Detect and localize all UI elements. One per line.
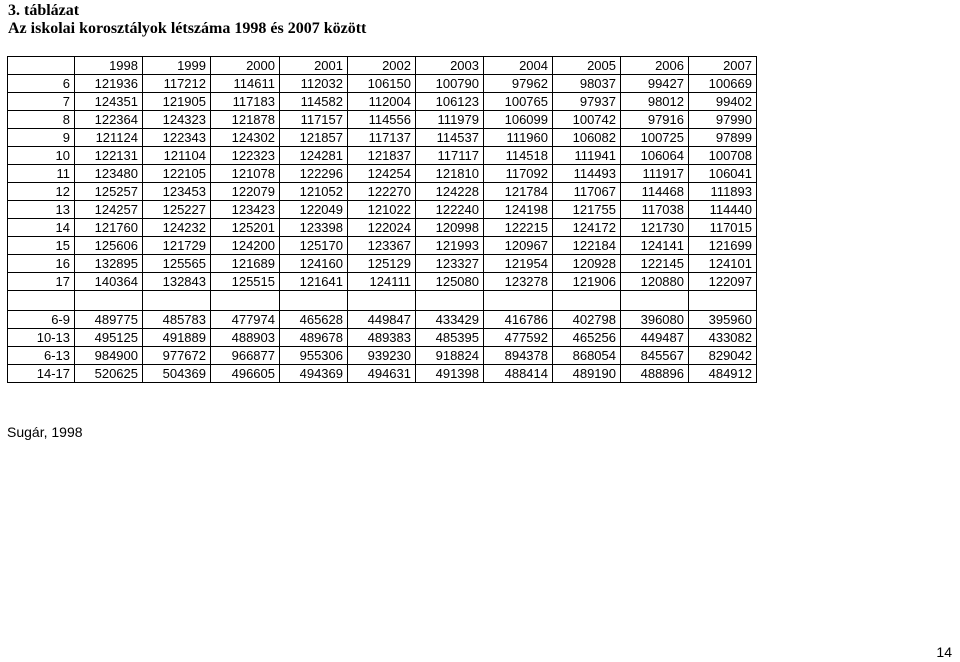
value-cell: 100669 xyxy=(689,75,757,93)
value-cell: 465256 xyxy=(553,329,621,347)
value-cell: 124160 xyxy=(280,255,348,273)
value-cell: 124200 xyxy=(211,237,280,255)
value-cell: 99427 xyxy=(621,75,689,93)
value-cell: 122323 xyxy=(211,147,280,165)
value-cell: 124172 xyxy=(553,219,621,237)
row-label-cell: 10 xyxy=(8,147,75,165)
value-cell: 121104 xyxy=(143,147,211,165)
row-label-cell: 6-9 xyxy=(8,311,75,329)
value-cell: 117015 xyxy=(689,219,757,237)
value-cell: 106064 xyxy=(621,147,689,165)
value-cell: 491889 xyxy=(143,329,211,347)
value-cell: 123453 xyxy=(143,183,211,201)
value-cell: 114537 xyxy=(416,129,484,147)
value-cell: 491398 xyxy=(416,365,484,383)
value-cell: 121936 xyxy=(75,75,143,93)
value-cell: 121857 xyxy=(280,129,348,147)
value-cell: 117157 xyxy=(280,111,348,129)
value-cell: 97899 xyxy=(689,129,757,147)
value-cell: 124302 xyxy=(211,129,280,147)
table-header-row xyxy=(8,57,757,75)
header-year-cell: 2001 xyxy=(280,57,348,75)
value-cell: 132843 xyxy=(143,273,211,291)
value-cell: 121810 xyxy=(416,165,484,183)
value-cell: 485395 xyxy=(416,329,484,347)
row-label-cell: 14 xyxy=(8,219,75,237)
value-cell: 504369 xyxy=(143,365,211,383)
row-label-cell: 9 xyxy=(8,129,75,147)
value-cell: 121641 xyxy=(280,273,348,291)
value-cell: 121052 xyxy=(280,183,348,201)
value-cell: 416786 xyxy=(484,311,553,329)
value-cell: 122024 xyxy=(348,219,416,237)
value-cell: 106082 xyxy=(553,129,621,147)
empty-cell xyxy=(211,291,280,311)
value-cell: 100742 xyxy=(553,111,621,129)
value-cell: 120967 xyxy=(484,237,553,255)
value-cell: 433429 xyxy=(416,311,484,329)
value-cell: 121878 xyxy=(211,111,280,129)
value-cell: 112032 xyxy=(280,75,348,93)
value-cell: 97916 xyxy=(621,111,689,129)
value-cell: 124198 xyxy=(484,201,553,219)
header-year-cell: 2003 xyxy=(416,57,484,75)
empty-cell xyxy=(143,291,211,311)
value-cell: 117137 xyxy=(348,129,416,147)
table-row xyxy=(8,237,757,255)
header-year-cell: 2005 xyxy=(553,57,621,75)
value-cell: 984900 xyxy=(75,347,143,365)
table-row xyxy=(8,147,757,165)
table-row xyxy=(8,347,757,365)
value-cell: 121699 xyxy=(689,237,757,255)
value-cell: 114556 xyxy=(348,111,416,129)
header-year-cell: 1999 xyxy=(143,57,211,75)
value-cell: 121689 xyxy=(211,255,280,273)
value-cell: 485783 xyxy=(143,311,211,329)
value-cell: 111893 xyxy=(689,183,757,201)
value-cell: 121837 xyxy=(348,147,416,165)
row-label-cell: 12 xyxy=(8,183,75,201)
value-cell: 123327 xyxy=(416,255,484,273)
value-cell: 100725 xyxy=(621,129,689,147)
table-row xyxy=(8,311,757,329)
value-cell: 100790 xyxy=(416,75,484,93)
value-cell: 117092 xyxy=(484,165,553,183)
value-cell: 106099 xyxy=(484,111,553,129)
value-cell: 488896 xyxy=(621,365,689,383)
header-year-cell: 2002 xyxy=(348,57,416,75)
value-cell: 121078 xyxy=(211,165,280,183)
value-cell: 121954 xyxy=(484,255,553,273)
row-label-cell: 11 xyxy=(8,165,75,183)
empty-cell xyxy=(689,291,757,311)
value-cell: 97937 xyxy=(553,93,621,111)
table-number-heading: 3. táblázat xyxy=(8,2,80,19)
table-row xyxy=(8,365,757,383)
value-cell: 125515 xyxy=(211,273,280,291)
value-cell: 121730 xyxy=(621,219,689,237)
value-cell: 123423 xyxy=(211,201,280,219)
value-cell: 494631 xyxy=(348,365,416,383)
value-cell: 125080 xyxy=(416,273,484,291)
row-label-cell: 15 xyxy=(8,237,75,255)
value-cell: 977672 xyxy=(143,347,211,365)
value-cell: 845567 xyxy=(621,347,689,365)
value-cell: 894378 xyxy=(484,347,553,365)
value-cell: 122296 xyxy=(280,165,348,183)
value-cell: 520625 xyxy=(75,365,143,383)
header-blank-cell xyxy=(8,57,75,75)
row-label-cell: 6 xyxy=(8,75,75,93)
value-cell: 106041 xyxy=(689,165,757,183)
value-cell: 122131 xyxy=(75,147,143,165)
empty-cell xyxy=(75,291,143,311)
value-cell: 111960 xyxy=(484,129,553,147)
value-cell: 477592 xyxy=(484,329,553,347)
value-cell: 124141 xyxy=(621,237,689,255)
value-cell: 106150 xyxy=(348,75,416,93)
value-cell: 125257 xyxy=(75,183,143,201)
value-cell: 122097 xyxy=(689,273,757,291)
value-cell: 124257 xyxy=(75,201,143,219)
value-cell: 122364 xyxy=(75,111,143,129)
table-row xyxy=(8,129,757,147)
value-cell: 121760 xyxy=(75,219,143,237)
value-cell: 121022 xyxy=(348,201,416,219)
value-cell: 106123 xyxy=(416,93,484,111)
header-year-cell: 2000 xyxy=(211,57,280,75)
value-cell: 122105 xyxy=(143,165,211,183)
value-cell: 496605 xyxy=(211,365,280,383)
value-cell: 112004 xyxy=(348,93,416,111)
value-cell: 111979 xyxy=(416,111,484,129)
value-cell: 114582 xyxy=(280,93,348,111)
empty-cell xyxy=(416,291,484,311)
table-title-heading: Az iskolai korosztályok létszáma 1998 és 2007 között xyxy=(8,20,367,37)
value-cell: 114468 xyxy=(621,183,689,201)
empty-cell xyxy=(621,291,689,311)
source-note: Sugár, 1998 xyxy=(7,424,83,440)
value-cell: 123278 xyxy=(484,273,553,291)
value-cell: 433082 xyxy=(689,329,757,347)
table-row xyxy=(8,93,757,111)
table-row xyxy=(8,111,757,129)
value-cell: 140364 xyxy=(75,273,143,291)
value-cell: 489190 xyxy=(553,365,621,383)
value-cell: 114518 xyxy=(484,147,553,165)
value-cell: 114440 xyxy=(689,201,757,219)
value-cell: 122215 xyxy=(484,219,553,237)
value-cell: 918824 xyxy=(416,347,484,365)
value-cell: 124111 xyxy=(348,273,416,291)
value-cell: 484912 xyxy=(689,365,757,383)
empty-cell xyxy=(280,291,348,311)
table-row xyxy=(8,219,757,237)
value-cell: 489383 xyxy=(348,329,416,347)
table-row xyxy=(8,165,757,183)
value-cell: 122270 xyxy=(348,183,416,201)
value-cell: 465628 xyxy=(280,311,348,329)
value-cell: 122240 xyxy=(416,201,484,219)
table-row xyxy=(8,183,757,201)
value-cell: 117067 xyxy=(553,183,621,201)
row-label-cell: 8 xyxy=(8,111,75,129)
value-cell: 114493 xyxy=(553,165,621,183)
table-row xyxy=(8,201,757,219)
row-label-cell: 7 xyxy=(8,93,75,111)
value-cell: 121784 xyxy=(484,183,553,201)
header-year-cell: 2004 xyxy=(484,57,553,75)
table-row xyxy=(8,75,757,93)
value-cell: 124254 xyxy=(348,165,416,183)
table-row xyxy=(8,255,757,273)
value-cell: 117183 xyxy=(211,93,280,111)
value-cell: 124101 xyxy=(689,255,757,273)
value-cell: 98037 xyxy=(553,75,621,93)
value-cell: 396080 xyxy=(621,311,689,329)
value-cell: 488903 xyxy=(211,329,280,347)
value-cell: 124323 xyxy=(143,111,211,129)
value-cell: 395960 xyxy=(689,311,757,329)
empty-cell xyxy=(8,291,75,311)
value-cell: 488414 xyxy=(484,365,553,383)
table-row xyxy=(8,329,757,347)
row-label-cell: 17 xyxy=(8,273,75,291)
value-cell: 495125 xyxy=(75,329,143,347)
value-cell: 123398 xyxy=(280,219,348,237)
value-cell: 120928 xyxy=(553,255,621,273)
empty-cell xyxy=(348,291,416,311)
value-cell: 124351 xyxy=(75,93,143,111)
value-cell: 489678 xyxy=(280,329,348,347)
empty-cell xyxy=(553,291,621,311)
value-cell: 121124 xyxy=(75,129,143,147)
value-cell: 123480 xyxy=(75,165,143,183)
value-cell: 494369 xyxy=(280,365,348,383)
value-cell: 122079 xyxy=(211,183,280,201)
value-cell: 97962 xyxy=(484,75,553,93)
value-cell: 125565 xyxy=(143,255,211,273)
row-label-cell: 6-13 xyxy=(8,347,75,365)
table-spacer-row xyxy=(8,291,757,311)
value-cell: 100765 xyxy=(484,93,553,111)
value-cell: 124281 xyxy=(280,147,348,165)
value-cell: 125170 xyxy=(280,237,348,255)
value-cell: 477974 xyxy=(211,311,280,329)
value-cell: 117117 xyxy=(416,147,484,165)
value-cell: 123367 xyxy=(348,237,416,255)
value-cell: 121755 xyxy=(553,201,621,219)
value-cell: 121729 xyxy=(143,237,211,255)
value-cell: 120998 xyxy=(416,219,484,237)
row-label-cell: 16 xyxy=(8,255,75,273)
value-cell: 402798 xyxy=(553,311,621,329)
row-label-cell: 10-13 xyxy=(8,329,75,347)
value-cell: 120880 xyxy=(621,273,689,291)
value-cell: 829042 xyxy=(689,347,757,365)
value-cell: 121993 xyxy=(416,237,484,255)
value-cell: 111941 xyxy=(553,147,621,165)
value-cell: 99402 xyxy=(689,93,757,111)
value-cell: 125227 xyxy=(143,201,211,219)
value-cell: 122049 xyxy=(280,201,348,219)
value-cell: 122145 xyxy=(621,255,689,273)
value-cell: 132895 xyxy=(75,255,143,273)
value-cell: 98012 xyxy=(621,93,689,111)
value-cell: 97990 xyxy=(689,111,757,129)
page-number: 14 xyxy=(936,644,952,660)
row-label-cell: 13 xyxy=(8,201,75,219)
value-cell: 122184 xyxy=(553,237,621,255)
empty-cell xyxy=(484,291,553,311)
value-cell: 124232 xyxy=(143,219,211,237)
enrollment-table xyxy=(7,56,757,383)
value-cell: 111917 xyxy=(621,165,689,183)
value-cell: 124228 xyxy=(416,183,484,201)
table-row xyxy=(8,273,757,291)
value-cell: 966877 xyxy=(211,347,280,365)
value-cell: 125129 xyxy=(348,255,416,273)
value-cell: 449487 xyxy=(621,329,689,347)
header-year-cell: 2007 xyxy=(689,57,757,75)
value-cell: 868054 xyxy=(553,347,621,365)
value-cell: 939230 xyxy=(348,347,416,365)
header-year-cell: 1998 xyxy=(75,57,143,75)
value-cell: 114611 xyxy=(211,75,280,93)
value-cell: 125201 xyxy=(211,219,280,237)
value-cell: 117038 xyxy=(621,201,689,219)
value-cell: 125606 xyxy=(75,237,143,255)
value-cell: 955306 xyxy=(280,347,348,365)
value-cell: 100708 xyxy=(689,147,757,165)
value-cell: 121905 xyxy=(143,93,211,111)
value-cell: 117212 xyxy=(143,75,211,93)
value-cell: 449847 xyxy=(348,311,416,329)
value-cell: 489775 xyxy=(75,311,143,329)
header-year-cell: 2006 xyxy=(621,57,689,75)
value-cell: 122343 xyxy=(143,129,211,147)
value-cell: 121906 xyxy=(553,273,621,291)
row-label-cell: 14-17 xyxy=(8,365,75,383)
